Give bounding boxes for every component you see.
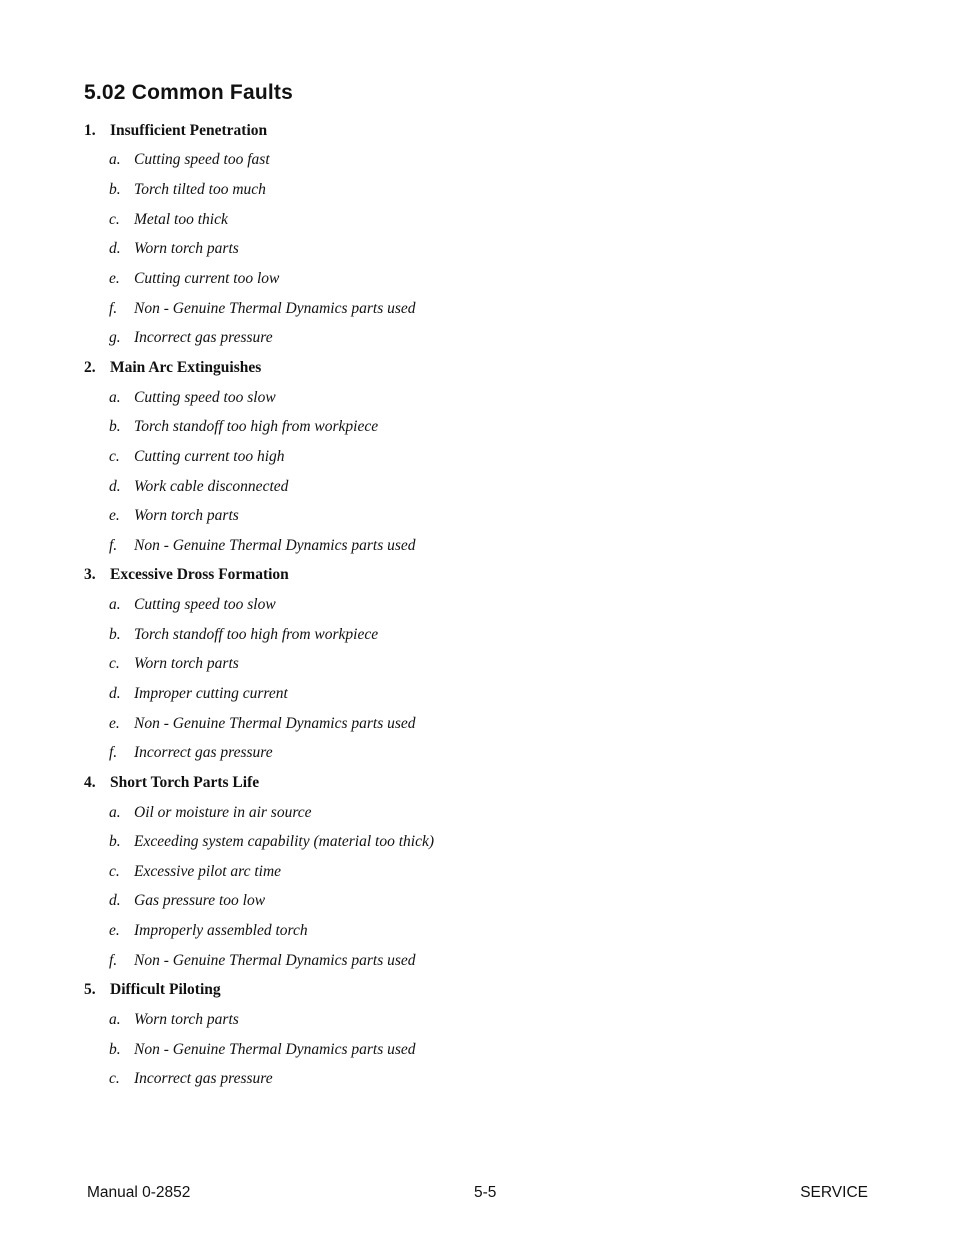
fault-cause-list: [84, 146, 434, 353]
item-text: Worn torch parts: [134, 1011, 239, 1029]
item-text: Excessive pilot arc time: [134, 862, 282, 880]
fault-section: [84, 561, 434, 768]
fault-cause-item: [84, 1065, 434, 1095]
item-text: Metal too thick: [134, 210, 228, 228]
item-letter: b.: [109, 1040, 121, 1058]
section-heading: [84, 976, 434, 1006]
item-letter: e.: [109, 922, 120, 940]
item-text: Cutting speed too slow: [134, 596, 276, 614]
fault-cause-item: [84, 709, 434, 739]
item-letter: b.: [109, 181, 121, 199]
fault-cause-item: [84, 531, 434, 561]
item-letter: a.: [109, 596, 121, 614]
fault-cause-item: [84, 946, 434, 976]
item-text: Incorrect gas pressure: [134, 329, 273, 347]
fault-section: [84, 353, 434, 560]
footer-manual-number: Manual 0-2852: [87, 1184, 191, 1201]
item-text: Worn torch parts: [134, 507, 239, 525]
item-text: Worn torch parts: [134, 655, 239, 673]
fault-cause-item: [84, 264, 434, 294]
footer-page-number: 5-5: [474, 1184, 497, 1201]
section-heading-text: Short Torch Parts Life: [110, 773, 260, 791]
fault-cause-item: [84, 323, 434, 353]
item-text: Cutting speed too fast: [134, 151, 270, 169]
item-text: Non - Genuine Thermal Dynamics parts used: [134, 951, 416, 969]
item-text: Oil or moisture in air source: [134, 803, 312, 821]
item-letter: f.: [109, 536, 118, 554]
footer-section-name: SERVICE: [800, 1184, 868, 1201]
section-heading-text: Main Arc Extinguishes: [110, 358, 262, 376]
fault-cause-item: [84, 175, 434, 205]
section-number: 1.: [84, 121, 96, 139]
item-text: Torch standoff too high from workpiece: [134, 625, 379, 643]
fault-cause-item: [84, 916, 434, 946]
fault-cause-item: [84, 857, 434, 887]
fault-cause-item: [84, 738, 434, 768]
item-text: Worn torch parts: [134, 240, 239, 258]
section-heading-text: Excessive Dross Formation: [110, 566, 289, 584]
fault-cause-item: [84, 294, 434, 324]
fault-cause-item: [84, 620, 434, 650]
fault-cause-item: [84, 235, 434, 265]
item-letter: d.: [109, 477, 121, 495]
section-heading-text: Difficult Piloting: [110, 981, 221, 999]
item-letter: d.: [109, 684, 121, 702]
item-letter: c.: [109, 210, 120, 228]
item-text: Incorrect gas pressure: [134, 744, 273, 762]
item-text: Incorrect gas pressure: [134, 1070, 273, 1088]
item-text: Non - Genuine Thermal Dynamics parts used: [134, 299, 416, 317]
section-number: 5.: [84, 981, 96, 999]
fault-cause-list: [84, 383, 434, 561]
item-letter: c.: [109, 862, 120, 880]
item-text: Torch standoff too high from workpiece: [134, 418, 379, 436]
section-heading-text: Insufficient Penetration: [110, 121, 268, 139]
common-faults-list: [84, 116, 434, 1094]
item-text: Exceeding system capability (material too thick): [134, 833, 435, 851]
section-heading: [84, 353, 434, 383]
fault-section: [84, 116, 434, 353]
item-text: Non - Genuine Thermal Dynamics parts used: [134, 536, 416, 554]
item-text: Work cable disconnected: [134, 477, 289, 495]
fault-cause-item: [84, 679, 434, 709]
item-letter: f.: [109, 299, 118, 317]
item-text: Improperly assembled torch: [134, 922, 308, 940]
item-letter: g.: [109, 329, 121, 347]
section-number: 3.: [84, 566, 96, 584]
fault-cause-item: [84, 442, 434, 472]
section-heading: [84, 116, 434, 146]
item-letter: e.: [109, 714, 120, 732]
item-letter: e.: [109, 270, 120, 288]
item-letter: c.: [109, 447, 120, 465]
fault-section: [84, 768, 434, 975]
item-letter: b.: [109, 625, 121, 643]
item-text: Cutting speed too slow: [134, 388, 276, 406]
fault-cause-item: [84, 1035, 434, 1065]
item-letter: d.: [109, 892, 121, 910]
fault-cause-list: [84, 1005, 434, 1094]
item-text: Gas pressure too low: [134, 892, 266, 910]
fault-cause-item: [84, 887, 434, 917]
item-text: Cutting current too low: [134, 270, 280, 288]
fault-section: [84, 976, 434, 1095]
fault-cause-item: [84, 472, 434, 502]
fault-cause-item: [84, 501, 434, 531]
item-text: Torch tilted too much: [134, 181, 266, 199]
item-letter: f.: [109, 744, 118, 762]
item-letter: b.: [109, 418, 121, 436]
item-letter: d.: [109, 240, 121, 258]
item-text: Improper cutting current: [134, 684, 288, 702]
item-letter: a.: [109, 388, 121, 406]
item-letter: e.: [109, 507, 120, 525]
section-number: 4.: [84, 773, 96, 791]
item-text: Non - Genuine Thermal Dynamics parts used: [134, 714, 416, 732]
section-heading: [84, 561, 434, 591]
fault-cause-item: [84, 827, 434, 857]
fault-cause-item: [84, 412, 434, 442]
fault-cause-item: [84, 590, 434, 620]
fault-cause-item: [84, 650, 434, 680]
item-letter: f.: [109, 951, 118, 969]
fault-cause-item: [84, 146, 434, 176]
item-letter: a.: [109, 1011, 121, 1029]
fault-cause-item: [84, 205, 434, 235]
item-letter: a.: [109, 803, 121, 821]
section-number: 2.: [84, 358, 96, 376]
page-title: 5.02 Common Faults: [84, 81, 293, 104]
item-letter: c.: [109, 655, 120, 673]
fault-cause-item: [84, 798, 434, 828]
item-text: Cutting current too high: [134, 447, 285, 465]
fault-cause-list: [84, 798, 434, 976]
item-letter: b.: [109, 833, 121, 851]
section-heading: [84, 768, 434, 798]
fault-cause-item: [84, 1005, 434, 1035]
item-letter: a.: [109, 151, 121, 169]
fault-cause-list: [84, 590, 434, 768]
item-text: Non - Genuine Thermal Dynamics parts used: [134, 1040, 416, 1058]
item-letter: c.: [109, 1070, 120, 1088]
fault-cause-item: [84, 383, 434, 413]
